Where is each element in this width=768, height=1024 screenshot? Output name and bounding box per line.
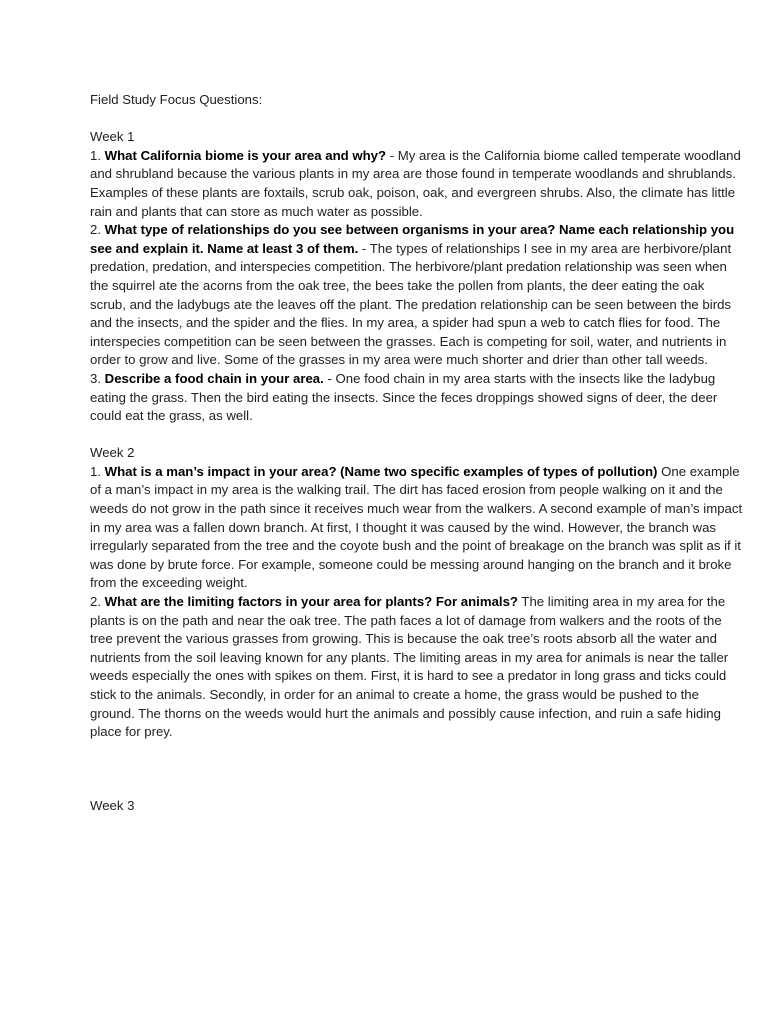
week-2-section	[90, 444, 743, 742]
week-1-section	[90, 128, 743, 426]
document-title: Field Study Focus Questions:	[90, 92, 263, 107]
answer-text: One example of a man’s impact in my area is the walking trail. The dirt has faced erosion from people walking on it and the weeds do not grow in the path since it receives much wear from the walkers. A second example of man’s impact in my area was a fallen down branch. At first, I thought it was caused by the wind. However, the branch was irregularly separated from the tree and the coyote bush and the point of breakage on the branch was split as if it was done by brute force. For example, someone could be messing around hanging on the branch and it broke from the exceeding weight.	[90, 463, 743, 591]
question-number: 2.	[90, 222, 101, 238]
question-item	[90, 147, 743, 221]
question-item	[90, 221, 743, 370]
question-number: 1.	[90, 463, 101, 479]
question-item	[90, 370, 743, 426]
week-heading: Week 2	[90, 445, 135, 461]
question-text: What California biome is your area and why?	[104, 147, 387, 163]
question-text: What are the limiting factors in your area for plants? For animals?	[104, 594, 518, 610]
question-text: Describe a food chain in your area.	[104, 370, 324, 386]
question-item	[90, 463, 743, 593]
week-heading: Week 3	[90, 797, 135, 813]
answer-text: The limiting area in my area for the plants is on the path and near the oak tree. The path faces a lot of damage from walkers and the roots of the tree prevent the various grasses from growing. This is because the oak tree’s roots absorb all the water and nutrients from the soil leaving known for any plants. The limiting areas in my area for animals is near the taller weeds especially the ones with spikes on them. First, it is hard to see a predator in long grass and ticks could stick to the animals. Secondly, in order for an animal to create a home, the grass would be pushed to the ground. The thorns on the weeds would hurt the animals and possibly cause infection, and ruin a safe hiding place for prey.	[90, 594, 729, 740]
question-number: 1.	[90, 147, 101, 163]
question-number: 2.	[90, 594, 101, 610]
spacer	[90, 110, 743, 129]
question-number: 3.	[90, 370, 101, 386]
answer-text: - One food chain in my area starts with the insects like the ladybug eating the grass. Then the bird eating the insects. Since the feces droppings showed signs of deer, the deer could eat the grass, as well.	[90, 370, 718, 424]
question-item	[90, 593, 743, 742]
answer-text: - My area is the California biome called temperate woodland and shrubland because the various plants in my area are those found in temperate woodlands and shrublands. Examples of these plants are foxtails, scrub oak, poison, oak, and evergreen shrubs. Also, the climate has little rain and plants that can store as much water as possible.	[90, 147, 741, 219]
spacer	[90, 742, 743, 797]
question-text: What type of relationships do you see between organisms in your area? Name each relationship you see and explain it. Name at least 3 of them.	[90, 222, 735, 256]
question-text: What is a man’s impact in your area? (Name two specific examples of types of pollution)	[104, 463, 658, 479]
spacer	[90, 426, 743, 445]
week-3-section	[90, 797, 743, 816]
week-heading: Week 1	[90, 129, 135, 145]
answer-text: - The types of relationships I see in my area are herbivore/plant predation, predation, and interspecies competition. The herbivore/plant predation relationship was seen when the squirrel ate the acorns from the oak tree, the bees take the pollen from plants, the deer eating the oak scrub, and the ladybugs ate the leaves off the plant. The predation relationship can be seen between the birds and the insects, and the spider and the flies. In my area, a spider had spun a web to catch flies for food. The interspecies competition can be seen between the grasses. Each is competing for soil, water, and nutrients in order to grow and live. Some of the grasses in my area were much shorter and drier than other tall weeds.	[90, 240, 732, 368]
document-page	[90, 91, 743, 815]
